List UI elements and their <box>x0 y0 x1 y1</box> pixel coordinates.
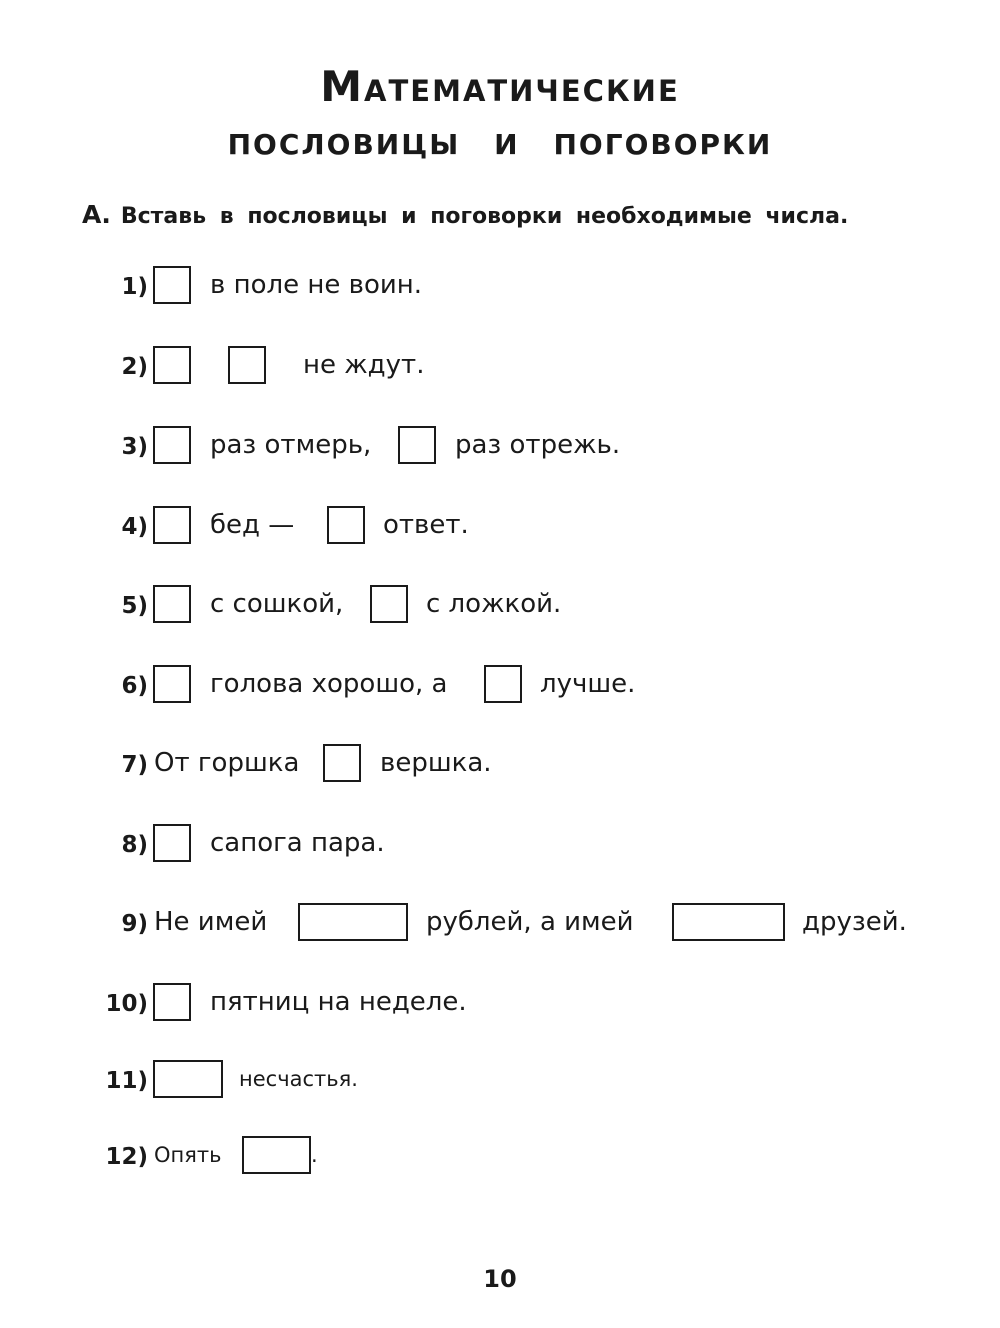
answer-box[interactable] <box>370 585 408 623</box>
proverb-text: раз отрежь. <box>455 430 621 460</box>
answer-box-wide[interactable] <box>298 903 408 941</box>
item-number: 11) <box>105 1068 148 1094</box>
answer-box[interactable] <box>484 665 522 703</box>
proverb-text: рублей, а имей <box>426 907 634 937</box>
item-number: 9) <box>121 911 148 937</box>
item-number: 3) <box>121 434 148 460</box>
proverb-text: несчастья. <box>239 1067 358 1091</box>
answer-box[interactable] <box>153 266 191 304</box>
proverb-text: пятниц на неделе. <box>210 987 467 1017</box>
proverb-text: с ложкой. <box>426 589 562 619</box>
proverb-text: Не имей <box>154 907 268 937</box>
proverb-text: ответ. <box>383 510 469 540</box>
proverb-text: друзей. <box>802 907 907 937</box>
proverb-text: . <box>311 1143 318 1167</box>
answer-box[interactable] <box>153 824 191 862</box>
item-number: 6) <box>121 673 148 699</box>
answer-box[interactable] <box>398 426 436 464</box>
answer-box[interactable] <box>153 426 191 464</box>
item-number: 7) <box>121 752 148 778</box>
proverb-text: бед — <box>210 510 295 540</box>
proverb-text: в поле не воин. <box>210 270 423 300</box>
proverb-text: не ждут. <box>303 350 425 380</box>
answer-box-wide[interactable] <box>242 1136 311 1174</box>
item-number: 8) <box>121 832 148 858</box>
proverb-text: голова хорошо, а <box>210 669 448 699</box>
answer-box-wide[interactable] <box>153 1060 223 1098</box>
proverb-text: Опять <box>154 1143 222 1167</box>
item-number: 2) <box>121 354 148 380</box>
answer-box[interactable] <box>153 665 191 703</box>
item-number: 12) <box>105 1144 148 1170</box>
answer-box[interactable] <box>153 983 191 1021</box>
proverb-text: вершка. <box>380 748 492 778</box>
answer-box[interactable] <box>153 585 191 623</box>
task-letter: А. <box>82 200 111 229</box>
answer-box[interactable] <box>153 506 191 544</box>
page-subtitle: пословицы и поговорки <box>227 118 773 164</box>
answer-box[interactable] <box>323 744 361 782</box>
page-title: Математические <box>320 62 680 111</box>
page-number: 10 <box>483 1265 517 1293</box>
proverb-text: с сошкой, <box>210 589 344 619</box>
proverb-text: От горшка <box>154 748 300 778</box>
proverb-text: раз отмерь, <box>210 430 372 460</box>
proverb-text: сапога пара. <box>210 828 385 858</box>
answer-box[interactable] <box>327 506 365 544</box>
item-number: 4) <box>121 514 148 540</box>
answer-box[interactable] <box>228 346 266 384</box>
item-number: 10) <box>105 991 148 1017</box>
item-number: 5) <box>121 593 148 619</box>
answer-box-wide[interactable] <box>672 903 785 941</box>
task-text: Вставь в пословицы и поговорки необходимые числа. <box>120 204 849 229</box>
task-instruction <box>82 200 848 229</box>
item-number: 1) <box>121 274 148 300</box>
proverb-text: лучше. <box>540 669 636 699</box>
answer-box[interactable] <box>153 346 191 384</box>
